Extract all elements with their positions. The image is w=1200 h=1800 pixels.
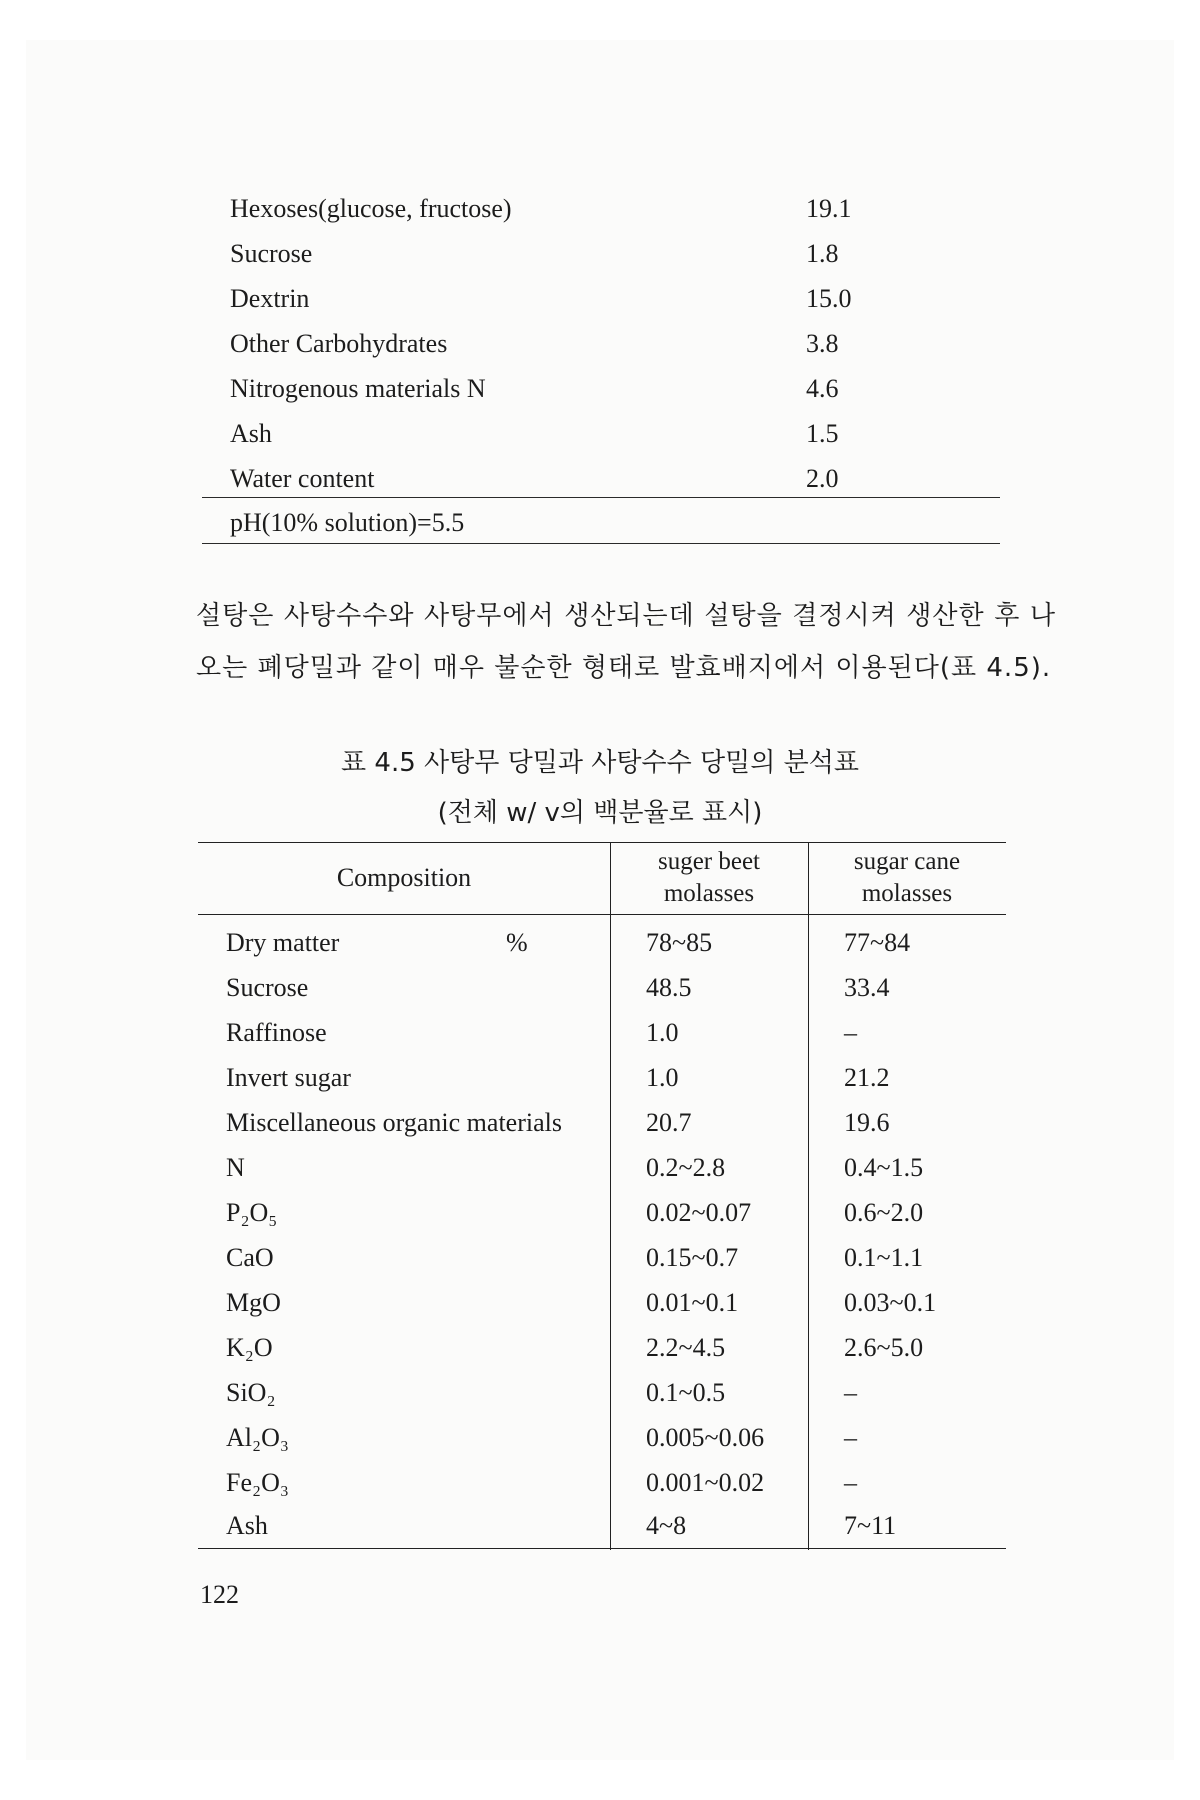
component-name: Sucrose	[226, 973, 309, 1002]
header-rule	[198, 914, 1006, 915]
cane-value: 7~11	[844, 1511, 897, 1540]
header-line: molasses	[663, 880, 755, 907]
row-value: 19.1	[806, 194, 852, 223]
beet-value: 78~85	[646, 928, 713, 957]
beet-value: 0.15~0.7	[646, 1243, 739, 1272]
cane-value: 19.6	[844, 1108, 890, 1137]
header-composition: Composition	[336, 863, 472, 892]
component-name: MgO	[226, 1288, 281, 1317]
cane-value: –	[844, 1468, 857, 1497]
row-value: 1.8	[806, 239, 839, 268]
table-row	[198, 920, 1006, 965]
component-name: Raffinose	[226, 1018, 327, 1047]
beet-value: 0.2~2.8	[646, 1153, 726, 1182]
table-row	[202, 231, 1000, 276]
cane-value: 0.6~2.0	[844, 1198, 924, 1227]
cane-value: –	[844, 1018, 857, 1047]
header-beet-molasses	[610, 846, 808, 910]
table-row	[198, 1280, 1006, 1325]
beet-value: 0.1~0.5	[646, 1378, 726, 1407]
row-label: Hexoses(glucose, fructose)	[230, 194, 512, 223]
component-name: Fe₂O₃	[226, 1468, 289, 1497]
table-bottom-rule	[198, 1548, 1006, 1549]
table-row	[202, 186, 1000, 231]
table-row	[198, 1415, 1006, 1460]
table-row	[202, 366, 1000, 411]
page-number: 122	[200, 1580, 239, 1609]
component-name: Ash	[226, 1511, 268, 1540]
table-row	[202, 321, 1000, 366]
table-row	[198, 1503, 1006, 1548]
table-row	[198, 1235, 1006, 1280]
component-name: Miscellaneous organic materials	[226, 1108, 562, 1137]
beet-value: 0.001~0.02	[646, 1468, 765, 1497]
component-name: Al₂O₃	[226, 1423, 289, 1452]
beet-value: 0.005~0.06	[646, 1423, 765, 1452]
table-row	[198, 965, 1006, 1010]
row-value: 15.0	[806, 284, 852, 313]
beet-value: 1.0	[646, 1063, 679, 1092]
beet-value: 2.2~4.5	[646, 1333, 726, 1362]
row-value: 1.5	[806, 419, 839, 448]
cane-value: 77~84	[844, 928, 911, 957]
cane-value: –	[844, 1378, 857, 1407]
component-name: CaO	[226, 1243, 274, 1272]
cane-value: 2.6~5.0	[844, 1333, 924, 1362]
beet-value: 0.02~0.07	[646, 1198, 752, 1227]
percent-marker: %	[506, 928, 528, 957]
table-divider	[202, 497, 1000, 498]
component-name: SiO₂	[226, 1378, 276, 1407]
table-row	[198, 1190, 1006, 1235]
cane-value: 33.4	[844, 973, 890, 1002]
table-row	[198, 1010, 1006, 1055]
component-name: Invert sugar	[226, 1063, 351, 1092]
table-caption-title: 표 4.5 사탕무 당밀과 사탕수수 당밀의 분석표	[341, 748, 859, 778]
carbohydrate-table	[202, 186, 1000, 501]
row-value: 2.0	[806, 464, 839, 493]
header-line: sugar cane	[853, 848, 961, 875]
cane-value: 21.2	[844, 1063, 890, 1092]
beet-value: 4~8	[646, 1511, 687, 1540]
header-line: suger beet	[657, 848, 761, 875]
table-row	[198, 1055, 1006, 1100]
table-row	[202, 411, 1000, 456]
row-value: 3.8	[806, 329, 839, 358]
table-bottom-rule	[202, 543, 1000, 544]
row-label: Water content	[230, 464, 375, 493]
row-label: Other Carbohydrates	[230, 329, 448, 358]
row-label: Sucrose	[230, 239, 313, 268]
row-label: Nitrogenous materials N	[230, 374, 486, 403]
table-row	[198, 1370, 1006, 1415]
table-row	[198, 1100, 1006, 1145]
beet-value: 0.01~0.1	[646, 1288, 739, 1317]
table-row	[198, 1460, 1006, 1505]
component-name: N	[226, 1153, 245, 1182]
beet-value: 20.7	[646, 1108, 692, 1137]
cane-value: 0.4~1.5	[844, 1153, 924, 1182]
ph-note: pH(10% solution)=5.5	[230, 508, 465, 537]
table-row	[198, 1325, 1006, 1370]
cane-value: –	[844, 1423, 857, 1452]
cane-value: 0.1~1.1	[844, 1243, 924, 1272]
beet-value: 48.5	[646, 973, 692, 1002]
table-caption-note: (전체 w/ v의 백분율로 표시)	[437, 798, 763, 828]
body-paragraph: 설탕은 사탕수수와 사탕무에서 생산되는데 설탕을 결정시켜 생산한 후 나오는 폐당밀과 같이 매우 불순한 형태로 발효배지에서 이용된다(표 4.5).	[196, 601, 1056, 683]
cane-value: 0.03~0.1	[844, 1288, 937, 1317]
component-name: P₂O₅	[226, 1198, 278, 1227]
molasses-composition-table	[198, 842, 1006, 1550]
table-row	[198, 1145, 1006, 1190]
header-line: molasses	[861, 880, 953, 907]
row-label: Ash	[230, 419, 272, 448]
row-value: 4.6	[806, 374, 839, 403]
component-name: K₂O	[226, 1333, 273, 1362]
row-label: Dextrin	[230, 284, 310, 313]
header-cane-molasses	[808, 846, 1006, 910]
table-row	[202, 276, 1000, 321]
table-row	[202, 456, 1000, 501]
component-name: Dry matter	[226, 928, 340, 957]
beet-value: 1.0	[646, 1018, 679, 1047]
